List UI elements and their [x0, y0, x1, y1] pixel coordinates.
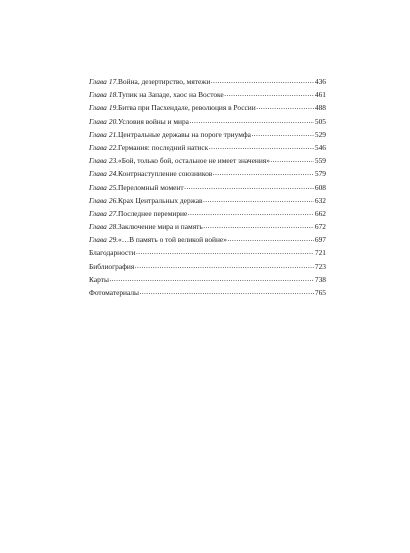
dot-leader [136, 245, 314, 258]
page-number: 608 [314, 182, 326, 192]
chapter-title: Германия: последний натиск [118, 142, 209, 152]
back-matter-title: Библиография [89, 261, 135, 271]
chapter-label: Глава 20. [89, 116, 119, 126]
chapter-title: Крах Центральных держав [118, 195, 203, 205]
chapter-label: Глава 18. [89, 90, 119, 100]
page-number: 672 [314, 222, 326, 232]
dot-leader [211, 74, 315, 87]
table-of-contents [89, 75, 326, 299]
dot-leader [188, 206, 315, 219]
page-number: 579 [314, 169, 326, 179]
back-matter-title: Благодарности [89, 248, 136, 258]
back-matter-title: Карты [89, 274, 109, 284]
chapter-label: Глава 21. [89, 129, 119, 139]
dot-leader [135, 259, 315, 272]
chapter-title: Заключение мира и память [118, 222, 203, 232]
page-number: 723 [314, 261, 326, 271]
page-number: 436 [314, 77, 326, 86]
dot-leader [109, 272, 314, 285]
dot-leader [270, 153, 314, 166]
dot-leader [256, 100, 314, 113]
chapter-title: Контрнаступление союзников [118, 169, 213, 179]
chapter-label: Глава 19. [89, 103, 119, 113]
dot-leader [251, 127, 314, 140]
page-number: 721 [314, 248, 326, 258]
chapter-label: Глава 17. [89, 77, 119, 86]
page-number: 632 [314, 195, 326, 205]
page-number: 662 [314, 208, 326, 218]
toc-row [89, 286, 326, 299]
dot-leader [213, 166, 315, 179]
page-number: 697 [314, 235, 326, 245]
page-number: 559 [314, 156, 326, 166]
chapter-title: Тупик на Западе, хаос на Востоке [118, 90, 224, 100]
chapter-title: Переломный момент [118, 182, 184, 192]
chapter-label: Глава 22. [89, 142, 119, 152]
chapter-title: Битва при Пасхендале, революция в России [118, 103, 256, 113]
dot-leader [203, 193, 314, 206]
chapter-title: «Бой, только бой, остальное не имеет значения» [118, 156, 270, 166]
chapter-label: Глава 24. [89, 169, 119, 179]
dot-leader [224, 87, 314, 100]
page-number: 505 [314, 116, 326, 126]
dot-leader [184, 180, 314, 193]
chapter-label: Глава 28. [89, 222, 119, 232]
chapter-title: Война, дезертирство, мятежи [118, 77, 211, 86]
back-matter-title: Фотоматериалы [89, 288, 139, 297]
page-number: 461 [314, 90, 326, 100]
dot-leader [203, 219, 314, 232]
chapter-title: Последнее перемирие [118, 208, 188, 218]
page-number: 529 [314, 129, 326, 139]
chapter-label: Глава 29. [89, 235, 119, 245]
chapter-title: Условия войны и мира [118, 116, 189, 126]
chapter-label: Глава 25. [89, 182, 119, 192]
chapter-label: Глава 27. [89, 208, 119, 218]
dot-leader [227, 232, 314, 245]
page-number: 765 [314, 288, 326, 297]
chapter-title: «…В память о той великой войне» [118, 235, 227, 245]
page-number: 738 [314, 274, 326, 284]
dot-leader [140, 285, 315, 298]
page-number: 546 [314, 142, 326, 152]
dot-leader [189, 114, 314, 127]
page-number: 488 [314, 103, 326, 113]
dot-leader [209, 140, 315, 153]
chapter-label: Глава 26. [89, 195, 119, 205]
chapter-title: Центральные державы на пороге триумфа [118, 129, 251, 139]
chapter-label: Глава 23. [89, 156, 119, 166]
